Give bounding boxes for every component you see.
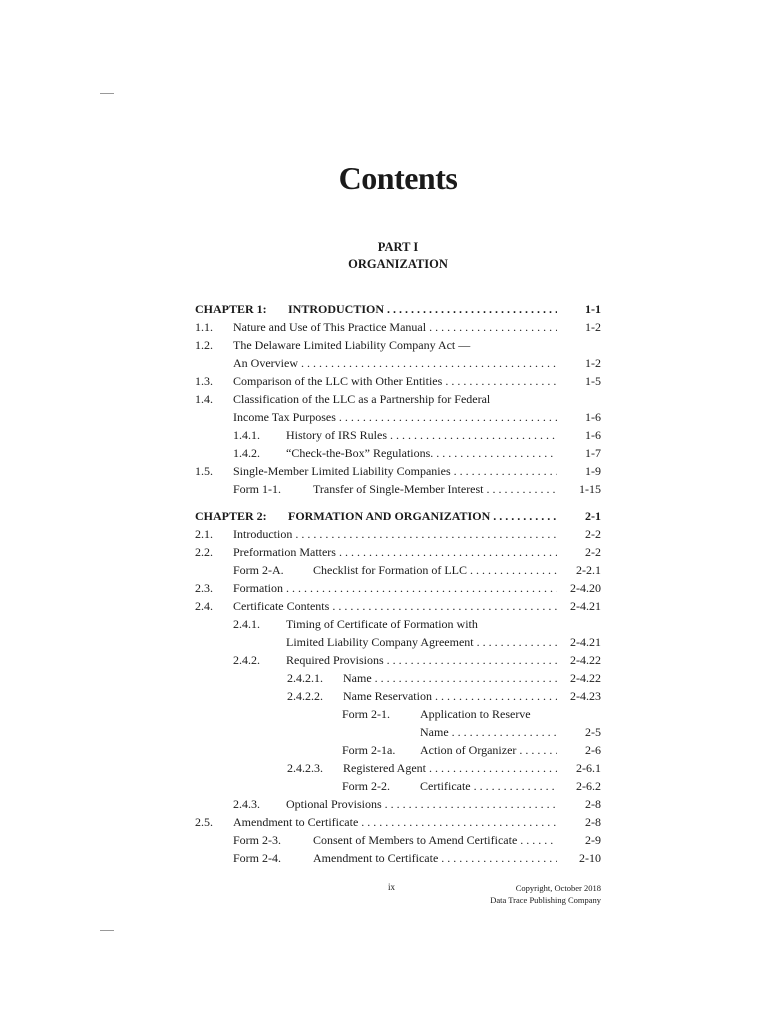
toc-entry[interactable] [195,795,601,813]
entry-title: Formation . . . [233,579,557,597]
entry-page: 1-2 [585,320,601,334]
entry-page: 2-4.23 [570,689,601,703]
entry-page: 2-2 [585,527,601,541]
entry-number: 1.4. [195,392,213,406]
toc-entry[interactable] [195,372,601,390]
toc-entry[interactable] [195,831,601,849]
entry-page: 2-2.1 [576,563,601,577]
entry-page: 2-6.1 [576,761,601,775]
entry-number: 2.4.1. [233,617,260,631]
entry-page: 2-4.21 [570,635,601,649]
entry-title: Checklist for Formation of LLC . . . [313,561,557,579]
entry-number: 2.5. [195,815,213,829]
entry-page: 2-6 [585,743,601,757]
entry-number: 1.3. [195,374,213,388]
table-of-contents [195,300,601,867]
entry-page: 2-4.21 [570,599,601,613]
entry-number: 2.4. [195,599,213,613]
toc-entry[interactable] [195,480,601,498]
entry-number: 1.5. [195,464,213,478]
copyright-line: Copyright, October 2018 [515,883,601,893]
toc-entry[interactable] [195,408,601,426]
entry-page: 2-2 [585,545,601,559]
entry-number: 1.2. [195,338,213,352]
entry-number: Form 2-A. [233,563,284,577]
entry-title: The Delaware Limited Liability Company Act — [233,338,471,352]
entry-page: 2-6.2 [576,779,601,793]
entry-title: Transfer of Single-Member Interest . . . [313,480,557,498]
entry-title: INTRODUCTION . . . [288,300,557,318]
entry-page: 2-9 [585,833,601,847]
entry-title: Optional Provisions . . . [286,795,557,813]
toc-entry[interactable] [195,849,601,867]
entry-title: Registered Agent . . . [343,759,557,777]
part-label: PART I [377,240,419,254]
entry-number: CHAPTER 2: [195,509,267,523]
crop-mark-bottom [100,930,114,931]
entry-page: 2-10 [579,851,601,865]
entry-page: 1-7 [585,446,601,460]
entry-title: Application to Reserve [420,707,531,721]
toc-entry[interactable] [195,354,601,372]
entry-page: 1-9 [585,464,601,478]
entry-number: Form 2-4. [233,851,281,865]
publisher-line: Data Trace Publishing Company [490,895,601,905]
entry-page: 1-6 [585,428,601,442]
entry-title: Income Tax Purposes . . . [233,408,557,426]
entry-number: 1.1. [195,320,213,334]
entry-number: Form 2-3. [233,833,281,847]
toc-entry[interactable] [195,444,601,462]
entry-title: Consent of Members to Amend Certificate . . . [313,831,557,849]
entry-title: Name Reservation . . . [343,687,557,705]
entry-title: Classification of the LLC as a Partnership for Federal [233,392,491,406]
entry-title: Limited Liability Company Agreement . . . [286,633,557,651]
toc-entry[interactable] [195,336,601,354]
toc-entry[interactable] [195,300,601,318]
toc-entry[interactable] [195,759,601,777]
entry-number: Form 2-1a. [342,743,396,757]
toc-entry[interactable] [195,597,601,615]
entry-page: 2-8 [585,815,601,829]
toc-entry[interactable] [195,579,601,597]
page-number: ix [388,882,396,892]
entry-number: 2.1. [195,527,213,541]
toc-entry[interactable] [195,687,601,705]
entry-title: Required Provisions . . . [286,651,557,669]
entry-title: FORMATION AND ORGANIZATION . . . [288,507,557,525]
entry-title: Name . . . [343,669,557,687]
toc-entry[interactable] [195,507,601,525]
page-title: Contents [338,160,458,196]
entry-title: History of IRS Rules . . . [286,426,557,444]
part-name: ORGANIZATION [348,257,448,271]
toc-entry[interactable] [195,651,601,669]
entry-title: Action of Organizer . . . [420,741,557,759]
entry-number: 2.4.2. [233,653,260,667]
entry-page: 2-4.20 [570,581,601,595]
entry-number: Form 2-1. [342,707,390,721]
entry-title: Introduction . . . [233,525,557,543]
crop-mark-top [100,93,114,94]
entry-number: 1.4.1. [233,428,260,442]
entry-page: 1-5 [585,374,601,388]
entry-number: 2.3. [195,581,213,595]
entry-title: Timing of Certificate of Formation with [286,617,478,631]
entry-page: 1-15 [579,482,601,496]
toc-entry[interactable] [195,723,601,741]
entry-number: Form 1-1. [233,482,281,496]
entry-number: CHAPTER 1: [195,302,267,316]
entry-page: 2-1 [585,509,601,523]
toc-entry[interactable] [195,426,601,444]
entry-page: 2-4.22 [570,671,601,685]
toc-entry[interactable] [195,561,601,579]
entry-number: 2.4.2.3. [287,761,323,775]
entry-page: 2-5 [585,725,601,739]
entry-number: 2.2. [195,545,213,559]
toc-entry[interactable] [195,543,601,561]
entry-number: 1.4.2. [233,446,260,460]
toc-entry[interactable] [195,390,601,408]
entry-title: Preformation Matters . . . [233,543,557,561]
toc-entry[interactable] [195,741,601,759]
entry-page: 1-1 [585,302,601,316]
toc-entry[interactable] [195,615,601,633]
entry-page: 1-2 [585,356,601,370]
entry-page: 1-6 [585,410,601,424]
toc-entry[interactable] [195,633,601,651]
toc-entry[interactable] [195,525,601,543]
footer-copyright [490,882,601,906]
toc-entry[interactable] [195,669,601,687]
entry-title: Single-Member Limited Liability Companies . . . [233,462,557,480]
entry-number: 2.4.3. [233,797,260,811]
entry-page: 2-8 [585,797,601,811]
entry-title: Name . . . [420,723,557,741]
entry-title: Certificate . . . [420,777,557,795]
toc-entry[interactable] [195,813,601,831]
entry-title: Nature and Use of This Practice Manual . . . [233,318,557,336]
toc-entry[interactable] [195,462,601,480]
entry-title: Amendment to Certificate . . . [233,813,557,831]
toc-entry[interactable] [195,318,601,336]
entry-number: 2.4.2.2. [287,689,323,703]
toc-entry[interactable] [195,705,601,723]
entry-title: An Overview . . . [233,354,557,372]
entry-page: 2-4.22 [570,653,601,667]
entry-number: Form 2-2. [342,779,390,793]
entry-number: 2.4.2.1. [287,671,323,685]
entry-title: Comparison of the LLC with Other Entities . . . [233,372,557,390]
entry-title: Certificate Contents . . . [233,597,557,615]
toc-entry[interactable] [195,777,601,795]
entry-title: Amendment to Certificate . . . [313,849,557,867]
entry-title: “Check-the-Box” Regulations. . . . [286,444,557,462]
